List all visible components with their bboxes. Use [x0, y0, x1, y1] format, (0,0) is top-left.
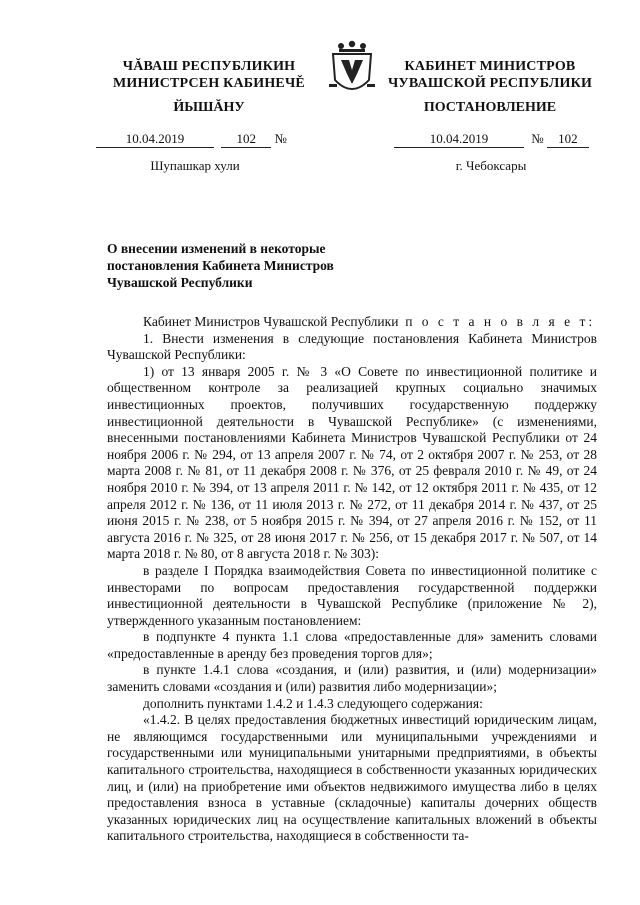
- number-left: 102: [221, 131, 271, 148]
- document-type-russian: ПОСТАНОВЛЕНИЕ: [423, 100, 557, 115]
- document-body: [107, 314, 597, 845]
- ministry-name-chuvash-line1: ЧĂВАШ РЕСПУБЛИКИН: [122, 59, 296, 74]
- body-paragraph: «1.4.2. В целях предоставления бюджетных инвестиций юридическим лицам, не являющимся государственными или муниципальными учреждениями и государственными или муниципальными унитарными предприятиями, в объекты капитального строительства, находящиеся в собственности указанных юридических лиц, и (или) на приобретение ими объектов недвижимого имущества либо в целях предоставления взноса в уставные (складочные) капиталы дочерних обществ указанных юридических лиц на осуществление капитальных вложений в объекты капитального строительства, находящиеся в собственности та-: [107, 712, 597, 844]
- city-russian: г. Чебоксары: [455, 158, 527, 173]
- body-paragraph: в разделе I Порядка взаимодействия Совета по инвестиционной политике с инвесторами по вопросам предоставления государственной поддержки инвестиционной деятельности в Чувашской Республике (приложение № 2), утвержденного указанным постановлением:: [107, 562, 597, 628]
- ministry-name-chuvash: [104, 58, 314, 92]
- ministry-name-russian-line2: ЧУВАШСКОЙ РЕСПУБЛИКИ: [387, 76, 593, 91]
- chuvash-emblem-icon: [327, 40, 377, 100]
- body-paragraph: дополнить пунктами 1.4.2 и 1.4.3 следующего содержания:: [143, 695, 483, 711]
- ministry-name-chuvash-line2: МИНИСТРСЕН КАБИНЕЧĚ: [113, 76, 305, 91]
- intro-text: Кабинет Министров Чувашской Республики: [143, 314, 399, 329]
- ministry-name-russian-line1: КАБИНЕТ МИНИСТРОВ: [404, 59, 576, 74]
- date-left: 10.04.2019: [96, 131, 214, 148]
- number-right: 102: [547, 131, 589, 148]
- body-paragraph: в подпункте 4 пункта 1.1 слова «предоставленные для» заменить словами «предоставленные в аренду без проведения торгов для»;: [107, 629, 597, 661]
- intro-paragraph: [107, 314, 597, 331]
- date-number-left: [96, 131, 287, 148]
- number-sign-right: №: [531, 131, 544, 146]
- city-chuvash: Шупашкар хули: [150, 158, 240, 173]
- document-subject: О внесении изменений в некоторые постановления Кабинета Министров Чувашской Республики: [107, 241, 334, 290]
- body-paragraph: 1. Внести изменения в следующие постановления Кабинета Министров Чувашской Республики:: [107, 330, 597, 363]
- document-type-chuvash: ЙЫШĂНУ: [173, 100, 245, 115]
- body-paragraph: в пункте 1.4.1 слова «создания, и (или) развития, и (или) модернизации» заменить словами «создания и (или) развития либо модернизации»;: [107, 662, 597, 695]
- number-sign-left: №: [274, 131, 287, 146]
- date-number-right: [394, 131, 589, 148]
- ministry-name-russian: [380, 58, 600, 92]
- body-paragraph: 1) от 13 января 2005 г. № 3 «О Совете по инвестиционной политике и общественном контроле за реализацией крупных социально значимых инвестиционных проектов, получивших государственную поддержку инвестиционной деятельности в Чувашской Республике» (с изменениями, внесенными постановлениями Кабинета Министров Чувашской Республики от 24 ноября 2006 г. № 294, от 13 апреля 2007 г. № 74, от 2 октября 2007 г. № 253, от 28 марта 2008 г. № 81, от 11 декабря 2008 г. № 376, от 25 февраля 2010 г. № 49, от 24 ноября 2010 г. № 394, от 13 апреля 2011 г. № 142, от 12 октября 2011 г. № 435, от 12 апреля 2012 г. № 136, от 11 июля 2013 г. № 272, от 11 декабря 2014 г. № 437, от 25 июня 2015 г. № 238, от 5 ноября 2015 г. № 394, от 27 апреля 2016 г. № 152, от 11 августа 2016 г. № 325, от 28 июня 2017 г. № 256, от 15 декабря 2017 г. № 507, от 14 марта 2018 г. № 80, от 8 августа 2018 г. № 303):: [107, 363, 597, 562]
- intro-decree-word: п о с т а н о в л я е т:: [405, 314, 596, 329]
- date-right: 10.04.2019: [394, 131, 524, 148]
